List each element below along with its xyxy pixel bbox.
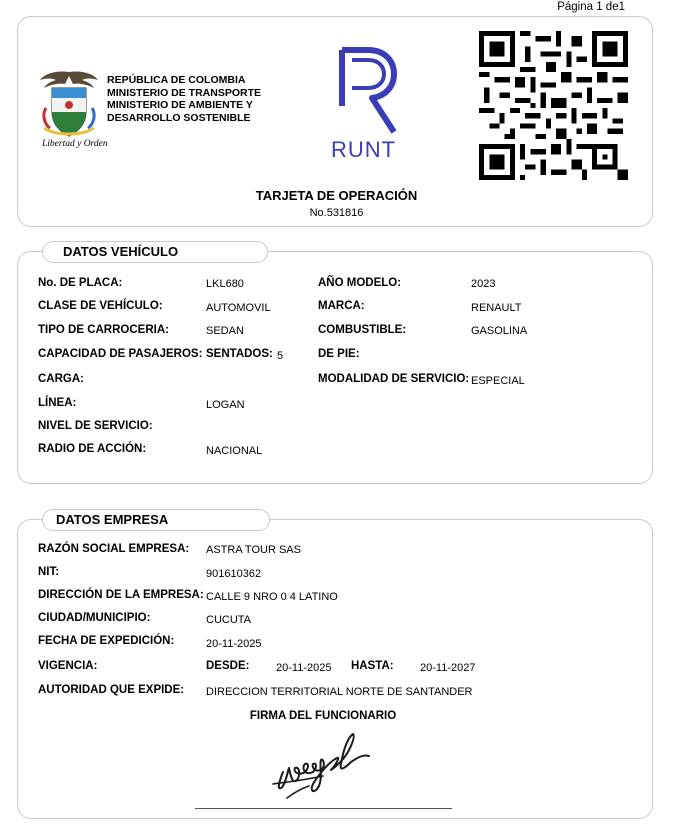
vehicle-class-value: AUTOMOVIL	[206, 302, 271, 314]
validity-label: VIGENCIA:	[38, 660, 98, 672]
company-name-label: RAZÓN SOCIAL EMPRESA:	[38, 543, 190, 555]
signature-line	[195, 808, 452, 809]
brand-label: MARCA:	[318, 300, 365, 312]
gov-line: MINISTERIO DE TRANSPORTE	[107, 86, 262, 99]
authority-value: DIRECCION TERRITORIAL NORTE DE SANTANDER	[206, 686, 473, 698]
company-section-title: DATOS EMPRESA	[42, 509, 270, 531]
body-type-label: TIPO DE CARROCERIA:	[38, 324, 169, 336]
issuer-block	[107, 74, 261, 124]
address-value: CALLE 9 NRO 0 4 LATINO	[206, 591, 338, 603]
cargo-label: CARGA:	[38, 373, 84, 385]
from-label: DESDE:	[206, 660, 250, 672]
body-type-value: SEDAN	[206, 325, 244, 337]
issue-date-label: FECHA DE EXPEDICIÓN:	[38, 635, 175, 647]
line-value: LOGAN	[206, 399, 245, 411]
range-value: NACIONAL	[206, 445, 263, 457]
gov-line: DESARROLLO SOSTENIBLE	[107, 111, 251, 124]
plate-value: LKL680	[206, 278, 244, 290]
range-label: RADIO DE ACCIÓN:	[38, 443, 147, 455]
nit-label: NIT:	[38, 566, 60, 578]
vehicle-section-title: DATOS VEHÍCULO	[42, 241, 268, 263]
line-label: LÍNEA:	[38, 397, 77, 409]
signature-label: FIRMA DEL FUNCIONARIO	[249, 710, 397, 722]
seated-label: SENTADOS:	[206, 348, 273, 360]
qr-code-icon	[479, 31, 628, 180]
runt-logo-icon	[338, 46, 398, 136]
service-level-label: NIVEL DE SERVICIO:	[38, 420, 153, 432]
authority-label: AUTORIDAD QUE EXPIDE:	[38, 684, 185, 696]
runt-logo-text: RUNT	[331, 137, 397, 162]
standing-label: DE PIE:	[318, 348, 360, 360]
to-label: HASTA:	[351, 660, 394, 672]
city-value: CUCUTA	[206, 614, 252, 626]
from-date-value: 20-11-2025	[276, 662, 332, 674]
nit-value: 901610362	[206, 568, 262, 580]
seated-value: 5	[277, 350, 284, 362]
gov-line: REPÚBLICA DE COLOMBIA	[107, 74, 246, 86]
brand-value: RENAULT	[471, 302, 522, 314]
document-number: No.531816	[309, 207, 364, 219]
plate-label: No. DE PLACA:	[38, 277, 123, 289]
capacity-label: CAPACIDAD DE PASAJEROS:	[38, 348, 203, 360]
model-year-value: 2023	[471, 278, 496, 290]
gov-line: MINISTERIO DE AMBIENTE Y	[107, 99, 253, 111]
coat-of-arms-icon	[38, 68, 100, 140]
to-date-value: 20-11-2027	[420, 662, 476, 674]
issue-date-value: 20-11-2025	[206, 638, 262, 650]
company-name-value: ASTRA TOUR SAS	[206, 544, 301, 556]
handwritten-signature	[265, 728, 385, 808]
page-number: Página 1 de1	[557, 1, 625, 13]
document-title: TARJETA DE OPERACIÓN	[255, 188, 418, 203]
fuel-label: COMBUSTIBLE:	[318, 324, 407, 336]
fuel-value: GASOLINA	[471, 325, 528, 337]
motto: Libertad y Orden	[42, 139, 108, 149]
service-mode-label: MODALIDAD DE SERVICIO:	[318, 373, 470, 385]
address-label: DIRECCIÓN DE LA EMPRESA:	[38, 589, 204, 601]
model-year-label: AÑO MODELO:	[318, 277, 402, 289]
service-mode-value: ESPECIAL	[471, 375, 525, 387]
city-label: CIUDAD/MUNICIPIO:	[38, 612, 151, 624]
vehicle-class-label: CLASE DE VEHÍCULO:	[38, 300, 163, 312]
